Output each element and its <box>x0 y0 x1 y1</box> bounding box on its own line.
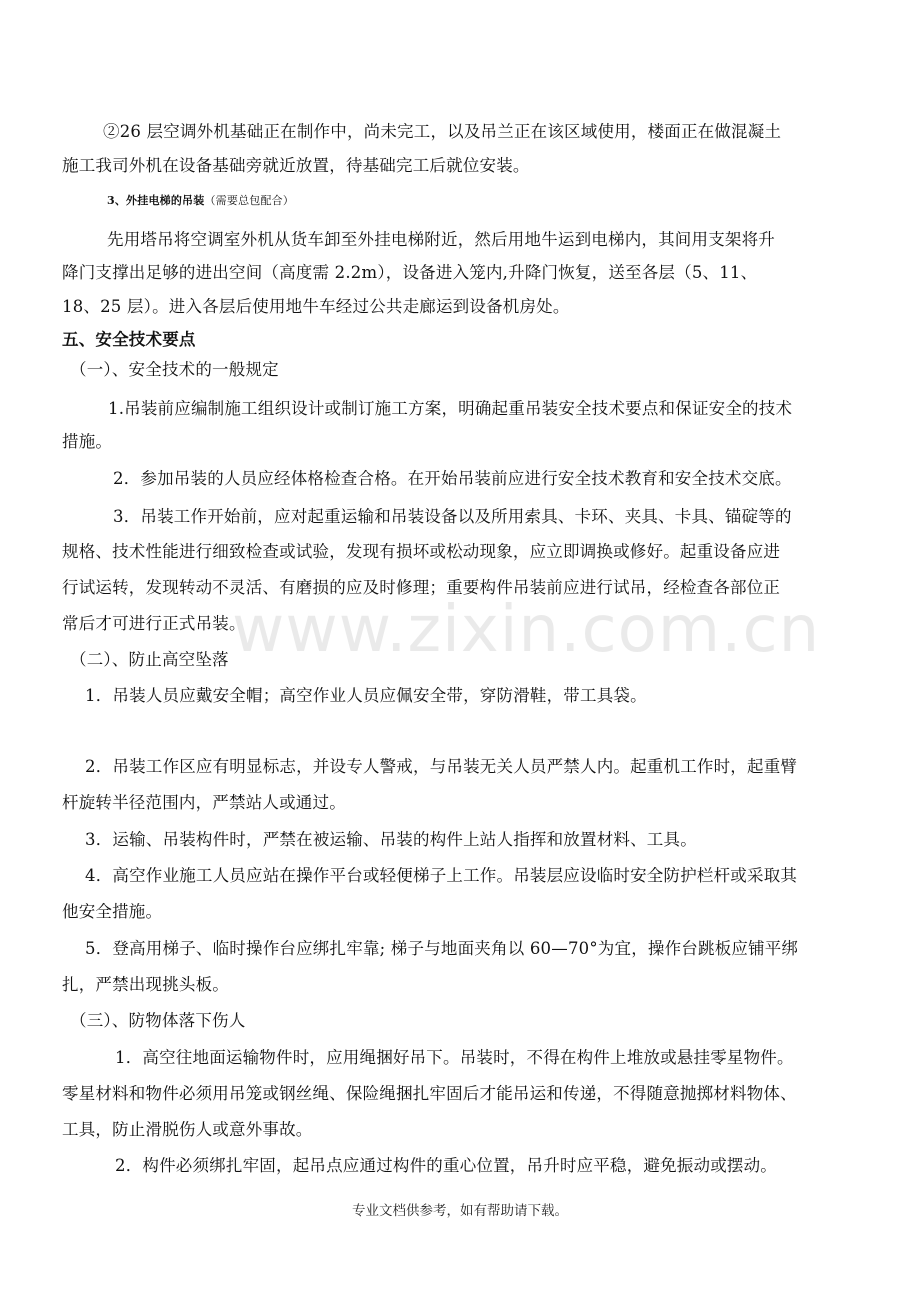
page-footer: 专业文档供参考，如有帮助请下载。 <box>352 1203 568 1219</box>
paragraph-line: 行试运转，发现转动不灵活、有磨损的应及时修理；重要构件吊装前应进行试吊，经检查各部位正 <box>62 578 781 597</box>
paragraph-line: 他安全措施。 <box>62 902 163 921</box>
paragraph-line: 杆旋转半径范围内，严禁站人或通过。 <box>62 793 346 812</box>
paragraph-line: 2．构件必须绑扎牢固，起吊点应通过构件的重心位置，吊升时应平稳，避免振动或摆动。 <box>115 1156 777 1175</box>
paragraph-line: 零星材料和物件必须用吊笼或钢丝绳、保险绳捆扎牢固后才能吊运和传递，不得随意抛掷材料物体、 <box>62 1084 797 1103</box>
paragraph-line: 3．吊装工作开始前，应对起重运输和吊装设备以及所用索具、卡环、夹具、卡具、锚碇等的 <box>113 507 792 526</box>
paragraph-line: 4．高空作业施工人员应站在操作平台或轻便梯子上工作。吊装层应设临时安全防护栏杆或采取其 <box>85 866 798 885</box>
paragraph-line: 5．登高用梯子、临时操作台应绑扎牢靠; 梯子与地面夹角以 60—70°为宜，操作台跳板应铺平绑 <box>85 939 799 958</box>
subsection-heading: （二）、防止高空坠落 <box>70 650 229 669</box>
paragraph-line: 扎，严禁出现挑头板。 <box>62 975 229 994</box>
paragraph-line: ②26 层空调外机基础正在制作中，尚未完工，以及吊兰正在该区域使用，楼面正在做混凝土 <box>103 122 782 141</box>
section-heading <box>107 190 295 212</box>
subsection-heading: （一）、安全技术的一般规定 <box>70 360 279 379</box>
paragraph-line: 常后才可进行正式吊装。 <box>62 614 246 633</box>
paragraph-line: 先用塔吊将空调室外机从货车卸至外挂电梯附近，然后用地牛运到电梯内，其间用支架将升 <box>107 230 775 249</box>
paragraph-line: 18、25 层）。进入各层后使用地牛车经过公共走廊运到设备机房处。 <box>62 297 570 316</box>
section-heading: 五、安全技术要点 <box>62 330 196 349</box>
paragraph-line: 1．高空往地面运输物件时，应用绳捆好吊下。吊装时，不得在构件上堆放或悬挂零星物件。 <box>115 1048 794 1067</box>
paragraph-line: 2．吊装工作区应有明显标志，并设专人警戒，与吊装无关人员严禁人内。起重机工作时，起重臂 <box>85 757 798 776</box>
paragraph-line: 降门支撑出足够的进出空间（高度需 2.2m），设备进入笼内,升降门恢复，送至各层（5、11、 <box>62 263 758 282</box>
watermark: www.zixin.com.cn <box>232 593 821 667</box>
paragraph-line: 1.吊装前应编制施工组织设计或制订施工方案，明确起重吊装安全技术要点和保证安全的技术 <box>108 399 793 418</box>
paragraph-line: 1．吊装人员应戴安全帽；高空作业人员应佩安全带，穿防滑鞋，带工具袋。 <box>85 686 647 705</box>
paragraph-line: 工具，防止滑脱伤人或意外事故。 <box>62 1120 313 1139</box>
paragraph-line: 规格、技术性能进行细致检查或试验，发现有损坏或松动现象，应立即调换或修好。起重设备应进 <box>62 542 781 561</box>
heading-note: （需要总包配合） <box>204 194 295 207</box>
heading-text: 3、外挂电梯的吊装 <box>107 194 205 207</box>
subsection-heading: （三）、防物体落下伤人 <box>70 1011 246 1030</box>
paragraph-line: 2．参加吊装的人员应经体格检查合格。在开始吊装前应进行安全技术教育和安全技术交底。 <box>113 469 792 488</box>
paragraph-line: 3．运输、吊装构件时，严禁在被运输、吊装的构件上站人指挥和放置材料、工具。 <box>85 830 697 849</box>
paragraph-line: 措施。 <box>62 432 113 451</box>
paragraph-line: 施工我司外机在设备基础旁就近放置，待基础完工后就位安装。 <box>62 156 530 175</box>
